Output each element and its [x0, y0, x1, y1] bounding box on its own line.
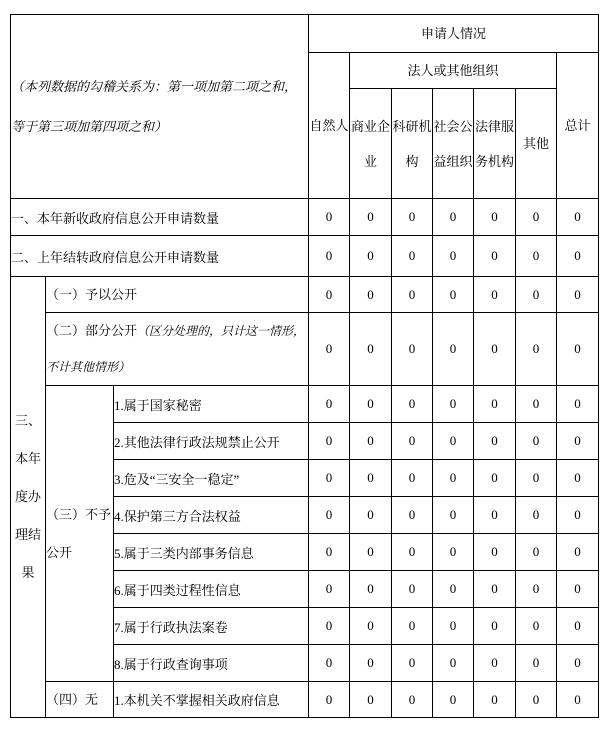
value-cell: 0 [557, 497, 599, 534]
value-cell: 0 [309, 645, 350, 682]
denied-item-label: 1.属于国家秘密 [114, 386, 309, 423]
value-cell: 0 [350, 313, 392, 386]
row-unable-item-1 [11, 682, 599, 718]
value-cell: 0 [474, 645, 516, 682]
value-cell: 0 [557, 534, 599, 571]
value-cell: 0 [474, 236, 516, 277]
value-cell: 0 [350, 386, 392, 423]
header-natural-person: 自然人 [309, 53, 350, 199]
value-cell: 0 [309, 571, 350, 608]
row-label-denied: （三）不予公开 [46, 386, 114, 682]
header-total: 总计 [557, 53, 599, 199]
denied-item-label: 2.其他法律行政法规禁止公开 [114, 423, 309, 460]
value-cell: 0 [516, 645, 557, 682]
header-org-group: 法人或其他组织 [350, 53, 557, 89]
value-cell: 0 [557, 571, 599, 608]
value-cell: 0 [516, 534, 557, 571]
value-cell: 0 [309, 277, 350, 313]
value-cell: 0 [474, 386, 516, 423]
value-cell: 0 [433, 608, 474, 645]
row-partial [11, 313, 599, 386]
unable-item-label: 1.本机关不掌握相关政府信息 [114, 682, 309, 718]
value-cell: 0 [516, 386, 557, 423]
value-cell: 0 [474, 534, 516, 571]
row-label-new-requests: 一、本年新收政府信息公开申请数量 [11, 199, 309, 236]
value-cell: 0 [309, 423, 350, 460]
value-cell: 0 [350, 236, 392, 277]
value-cell: 0 [350, 571, 392, 608]
value-cell: 0 [392, 497, 433, 534]
value-cell: 0 [392, 460, 433, 497]
denied-item-label: 5.属于三类内部事务信息 [114, 534, 309, 571]
disclosure-requests-table [10, 14, 599, 718]
header-applicant-status: 申请人情况 [309, 15, 599, 53]
value-cell: 0 [433, 313, 474, 386]
denied-item-label: 4.保护第三方合法权益 [114, 497, 309, 534]
value-cell: 0 [474, 423, 516, 460]
value-cell: 0 [433, 199, 474, 236]
value-cell: 0 [474, 682, 516, 718]
value-cell: 0 [350, 460, 392, 497]
value-cell: 0 [392, 534, 433, 571]
value-cell: 0 [309, 608, 350, 645]
value-cell: 0 [309, 236, 350, 277]
value-cell: 0 [392, 682, 433, 718]
value-cell: 0 [350, 277, 392, 313]
value-cell: 0 [433, 277, 474, 313]
value-cell: 0 [474, 313, 516, 386]
value-cell: 0 [392, 608, 433, 645]
value-cell: 0 [557, 277, 599, 313]
value-cell: 0 [309, 386, 350, 423]
value-cell: 0 [350, 682, 392, 718]
value-cell: 0 [392, 423, 433, 460]
value-cell: 0 [516, 277, 557, 313]
row-granted [11, 277, 599, 313]
value-cell: 0 [350, 645, 392, 682]
value-cell: 0 [557, 460, 599, 497]
value-cell: 0 [557, 199, 599, 236]
value-cell: 0 [309, 313, 350, 386]
partial-label: （二）部分公开 [46, 323, 138, 338]
value-cell: 0 [516, 199, 557, 236]
value-cell: 0 [557, 386, 599, 423]
partial-note: （区分处理的，只计这一情形，不计其他情形） [46, 324, 306, 374]
value-cell: 0 [516, 460, 557, 497]
value-cell: 0 [474, 460, 516, 497]
denied-item-label: 8.属于行政查询事项 [114, 645, 309, 682]
denied-item-label: 3.危及“三安全一稳定” [114, 460, 309, 497]
value-cell: 0 [433, 645, 474, 682]
row-carried-over [11, 236, 599, 277]
value-cell: 0 [516, 313, 557, 386]
value-cell: 0 [309, 682, 350, 718]
value-cell: 0 [433, 534, 474, 571]
value-cell: 0 [474, 497, 516, 534]
value-cell: 0 [350, 534, 392, 571]
row-label-granted: （一）予以公开 [46, 277, 309, 313]
header-org-type-other: 其他 [516, 89, 557, 199]
row-denied-item-1 [11, 386, 599, 423]
value-cell: 0 [557, 423, 599, 460]
value-cell: 0 [474, 277, 516, 313]
value-cell: 0 [433, 571, 474, 608]
value-cell: 0 [516, 571, 557, 608]
value-cell: 0 [433, 460, 474, 497]
header-org-type-commercial: 商业企业 [350, 89, 392, 199]
value-cell: 0 [474, 199, 516, 236]
value-cell: 0 [309, 534, 350, 571]
row-label-unable: （四）无 [46, 682, 114, 718]
value-cell: 0 [350, 423, 392, 460]
value-cell: 0 [433, 497, 474, 534]
value-cell: 0 [350, 199, 392, 236]
value-cell: 0 [433, 682, 474, 718]
value-cell: 0 [557, 608, 599, 645]
value-cell: 0 [474, 608, 516, 645]
row-new-requests [11, 199, 599, 236]
value-cell: 0 [392, 236, 433, 277]
value-cell: 0 [309, 199, 350, 236]
header-org-type-social-welfare: 社会公益组织 [433, 89, 474, 199]
row-label-partial [46, 313, 309, 386]
value-cell: 0 [433, 423, 474, 460]
value-cell: 0 [392, 313, 433, 386]
value-cell: 0 [474, 571, 516, 608]
header-row-applicant [11, 15, 599, 53]
value-cell: 0 [392, 571, 433, 608]
value-cell: 0 [516, 236, 557, 277]
value-cell: 0 [433, 386, 474, 423]
value-cell: 0 [392, 645, 433, 682]
value-cell: 0 [309, 497, 350, 534]
denied-item-label: 7.属于行政执法案卷 [114, 608, 309, 645]
value-cell: 0 [392, 386, 433, 423]
value-cell: 0 [309, 460, 350, 497]
header-org-type-research: 科研机构 [392, 89, 433, 199]
value-cell: 0 [516, 497, 557, 534]
value-cell: 0 [516, 608, 557, 645]
value-cell: 0 [557, 313, 599, 386]
value-cell: 0 [433, 236, 474, 277]
header-org-type-legal-service: 法律服务机构 [474, 89, 516, 199]
value-cell: 0 [392, 277, 433, 313]
value-cell: 0 [557, 236, 599, 277]
section-results-label: 三、本年度办理结果 [11, 277, 46, 718]
value-cell: 0 [557, 682, 599, 718]
row-label-carried-over: 二、上年结转政府信息公开申请数量 [11, 236, 309, 277]
value-cell: 0 [350, 497, 392, 534]
value-cell: 0 [516, 682, 557, 718]
value-cell: 0 [350, 608, 392, 645]
value-cell: 0 [392, 199, 433, 236]
value-cell: 0 [557, 645, 599, 682]
corner-note: （本列数据的勾稽关系为：第一项加第二项之和，等于第三项加第四项之和） [11, 15, 309, 199]
value-cell: 0 [516, 423, 557, 460]
denied-item-label: 6.属于四类过程性信息 [114, 571, 309, 608]
